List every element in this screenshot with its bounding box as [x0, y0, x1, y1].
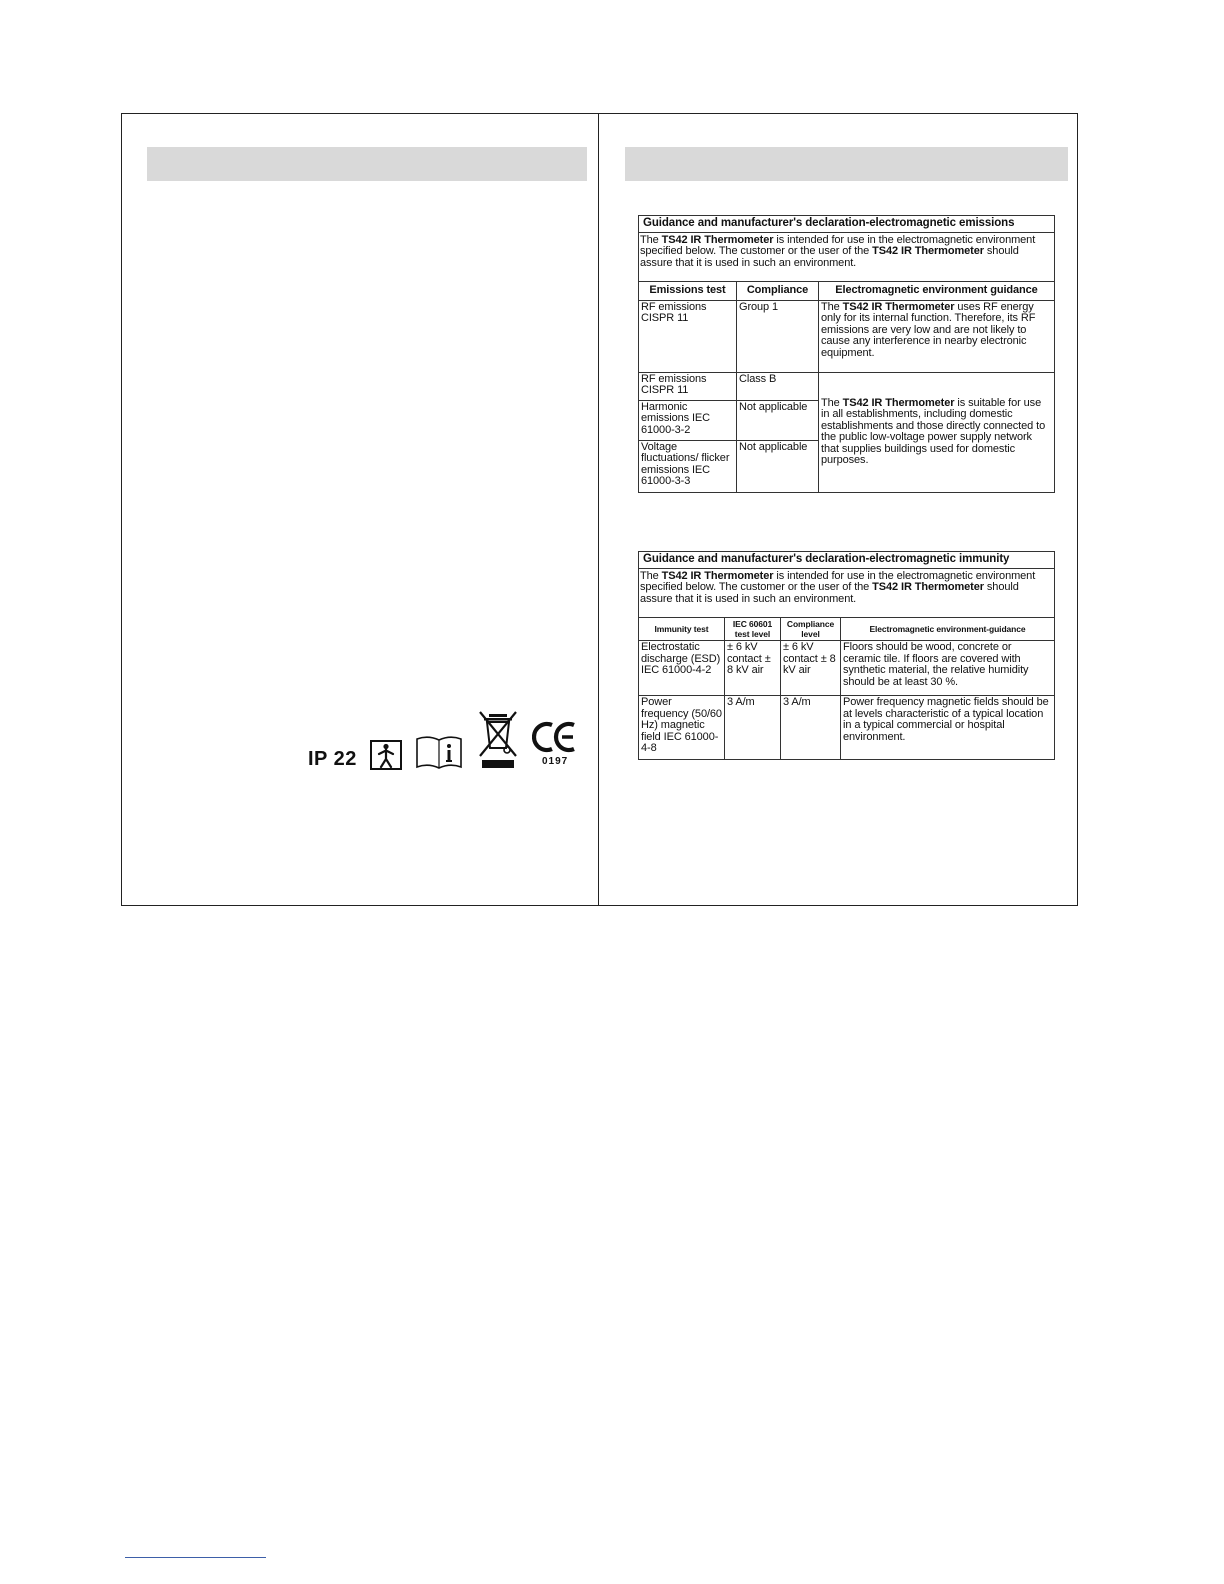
compliance-cell: Class B [737, 372, 819, 400]
emissions-title: Guidance and manufacturer's declaration-electromagnetic emissions [639, 216, 1055, 233]
emissions-intro: The TS42 IR Thermometer is intended for use in the electromagnetic environment specified below. The customer or the user of the TS42 IR Thermometer should assure that it is used in such an environment. [639, 232, 1055, 282]
col-compliance: Compliance [737, 282, 819, 301]
compliance-level-cell: ± 6 kV contact ± 8 kV air [781, 641, 841, 696]
emissions-test-cell: RF emissions CISPR 11 [639, 300, 737, 372]
compliance-cell: Not applicable [737, 440, 819, 492]
test-level-cell: ± 6 kV contact ± 8 kV air [725, 641, 781, 696]
weee-crossed-bin-icon [476, 710, 520, 770]
immunity-test-cell: Electrostatic discharge (ESD) IEC 61000-4-2 [639, 641, 725, 696]
immunity-title: Guidance and manufacturer's declaration-electromagnetic immunity [639, 552, 1055, 569]
right-header-bar [625, 147, 1068, 181]
col-env-guidance: Electromagnetic environment-guidance [841, 618, 1055, 641]
table-row [639, 372, 1055, 400]
col-compliance-level: Compliance level [781, 618, 841, 641]
compliance-cell: Group 1 [737, 300, 819, 372]
table-row [639, 300, 1055, 372]
col-immunity-test: Immunity test [639, 618, 725, 641]
col-test-level: IEC 60601 test level [725, 618, 781, 641]
test-level-cell: 3 A/m [725, 696, 781, 760]
immunity-intro: The TS42 IR Thermometer is intended for use in the electromagnetic environment specified below. The customer or the user of the TS42 IR Thermometer should assure that it is used in such an environment. [639, 568, 1055, 618]
ip-rating: IP 22 [308, 748, 357, 770]
ce-notified-body-number: 0197 [542, 756, 569, 767]
col-emissions-test: Emissions test [639, 282, 737, 301]
column-divider [598, 113, 599, 906]
footer-rule [125, 1557, 266, 1558]
guidance-cell: The TS42 IR Thermometer uses RF energy only for its internal function. Therefore, its RF emissions are very low and are not likely to cause any interference in nearby electronic equipment. [819, 300, 1055, 372]
emissions-test-cell: Voltage fluctuations/ flicker emissions IEC 61000-3-3 [639, 440, 737, 492]
left-header-bar [147, 147, 587, 181]
ce-mark-icon [532, 720, 578, 754]
env-guidance-cell: Power frequency magnetic fields should be at levels characteristic of a typical location in a typical commercial or hospital environment. [841, 696, 1055, 760]
emissions-test-cell: Harmonic emissions IEC 61000-3-2 [639, 400, 737, 440]
col-guidance: Electromagnetic environment guidance [819, 282, 1055, 301]
shared-guidance-cell: The TS42 IR Thermometer is suitable for use in all establishments, including domestic establishments and those directly connected to the public low-voltage power supply network that supplies buildings used for domestic purposes. [819, 372, 1055, 492]
consult-instructions-icon [414, 734, 464, 770]
type-bf-applied-part-icon [370, 740, 402, 770]
table-row [639, 641, 1055, 696]
table-row [639, 696, 1055, 760]
immunity-test-cell: Power frequency (50/60 Hz) magnetic field IEC 61000-4-8 [639, 696, 725, 760]
env-guidance-cell: Floors should be wood, concrete or ceramic tile. If floors are covered with synthetic material, the relative humidity should be at least 30 %. [841, 641, 1055, 696]
compliance-level-cell: 3 A/m [781, 696, 841, 760]
emissions-test-cell: RF emissions CISPR 11 [639, 372, 737, 400]
regulatory-symbols [306, 710, 586, 774]
immunity-table [638, 551, 1055, 760]
emissions-table [638, 215, 1055, 493]
compliance-cell: Not applicable [737, 400, 819, 440]
